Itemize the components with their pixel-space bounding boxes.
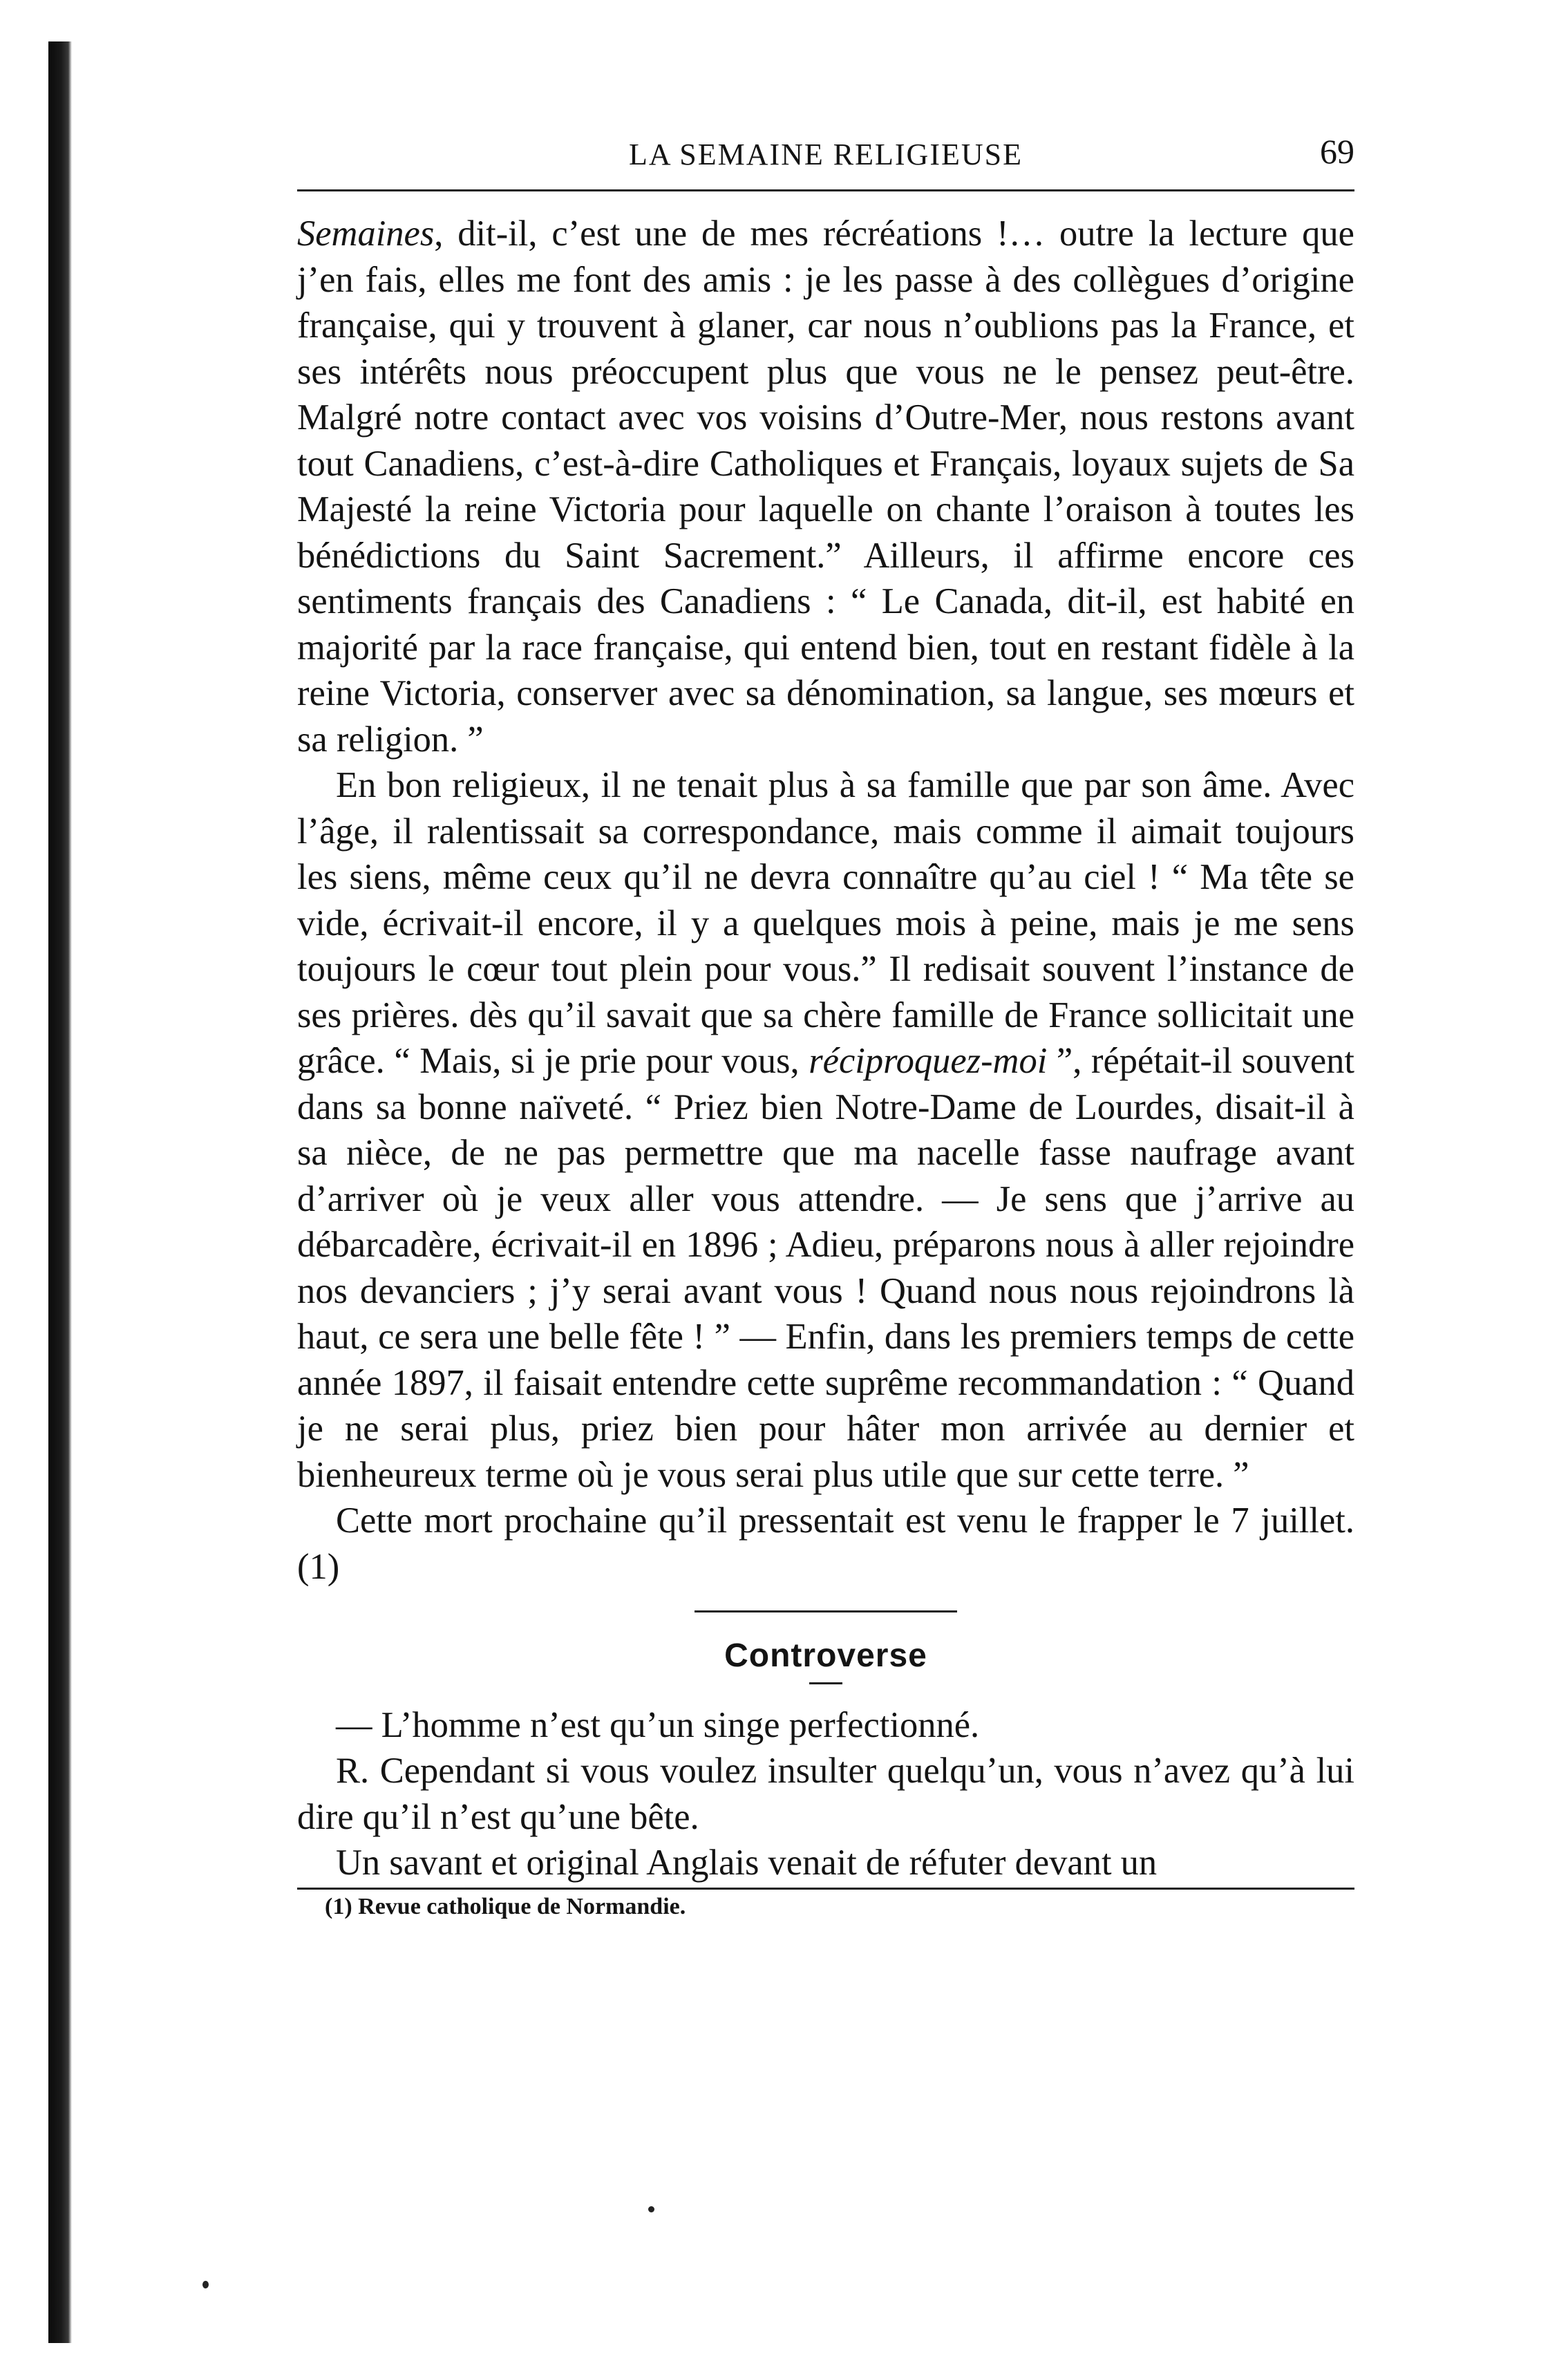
- controverse-section: [297, 1702, 1354, 1886]
- body-paragraph: [297, 762, 1354, 1498]
- italic-text: réciproquez-moi: [809, 1041, 1048, 1081]
- controverse-line: — L’homme n’est qu’un singe perfectionné.: [336, 1704, 980, 1745]
- text-run: , dit-il, c’est une de mes récréations !… outre la lecture que j’en fais, elles me font des amis : je les passe à des collègues d’origine française, qui y trouvent à glaner, car nous n’oublions pas la France, et ses intérêts nous préoccupent plus que vous ne le pensez peut-être. Malgré notre contact avec vos voisins d’Outre-Mer, nous restons avant tout Canadiens, c’est-à-dire Catholiques et Français, loyaux sujets de Sa Majesté la reine Victoria pour laquelle on chante l’oraison à toutes les bénédictions du Saint Sacrement.” Ailleurs, il affirme encore ces sentiments français des Canadiens : “ Le Canada, dit-il, est habité en majorité par la race française, qui entend bien, tout en restant fidèle à la reine Victoria, conserver avec sa dénomination, sa langue, ses mœurs et sa religion. ”: [297, 214, 1354, 760]
- print-speck: [648, 2206, 654, 2212]
- text-run: En bon religieux, il ne tenait plus à sa famille que par son âme. Avec l’âge, il ralentissait sa correspondance, mais comme il aimait toujours les siens, même ceux qu’il ne devra connaître qu’au ciel ! “ Ma tête se vide, écrivait-il encore, il y a quelques mois à peine, mais je me sens toujours le cœur tout plein pour vous.” Il redisait souvent l’instance de ses prières. dès qu’il savait que sa chère famille de France sollicitait une grâce. “ Mais, si je prie pour vous,: [297, 765, 1354, 1081]
- page-binding-edge: [48, 41, 72, 2343]
- running-head: [297, 131, 1354, 187]
- text-run: Cette mort prochaine qu’il pressentait est venu le frapper le 7 juillet. (1): [297, 1501, 1354, 1587]
- section-title: Controverse: [724, 1637, 927, 1674]
- section-divider: [695, 1610, 957, 1612]
- controverse-line: Un savant et original Anglais venait de réfuter devant un: [336, 1843, 1158, 1883]
- print-speck: [202, 2281, 209, 2288]
- header-rule: [297, 189, 1354, 191]
- section-title-dash: [809, 1682, 842, 1684]
- body-text: [297, 211, 1354, 1886]
- page-number: 69: [1320, 132, 1354, 171]
- text-run: ”, répétait-il souvent dans sa bonne naïveté. “ Priez bien Notre-Dame de Lourdes, disait-il à sa nièce, de ne pas permettre que ma nacelle fasse naufrage avant d’arriver où je veux aller vous attendre. — Je sens que j’arrive au débarcadère, écrivait-il en 1896 ; Adieu, préparons nous à aller rejoindre nos devanciers ; j’y serai avant vous ! Quand nous nous rejoindrons là haut, ce sera une belle fête ! ” — Enfin, dans les premiers temps de cette année 1897, il faisait entendre cette suprême recommandation : “ Quand je ne serai plus, priez bien pour hâter mon arrivée au dernier et bienheureux terme où je vous serai plus utile que sur cette terre. ”: [297, 1041, 1354, 1495]
- controverse-line: R. Cependant si vous voulez insulter quelqu’un, vous n’avez qu’à lui dire qu’il n’est qu’une bête.: [297, 1751, 1354, 1837]
- body-paragraph: [297, 211, 1354, 762]
- body-paragraph: [297, 1498, 1354, 1590]
- book-page: [297, 131, 1354, 1920]
- paragraphs: [297, 211, 1354, 1590]
- running-title: LA SEMAINE RELIGIEUSE: [629, 138, 1023, 171]
- footnote-rule: [297, 1888, 1354, 1890]
- footnote: (1) Revue catholique de Normandie.: [325, 1893, 686, 1919]
- italic-text: Semaines: [297, 214, 435, 254]
